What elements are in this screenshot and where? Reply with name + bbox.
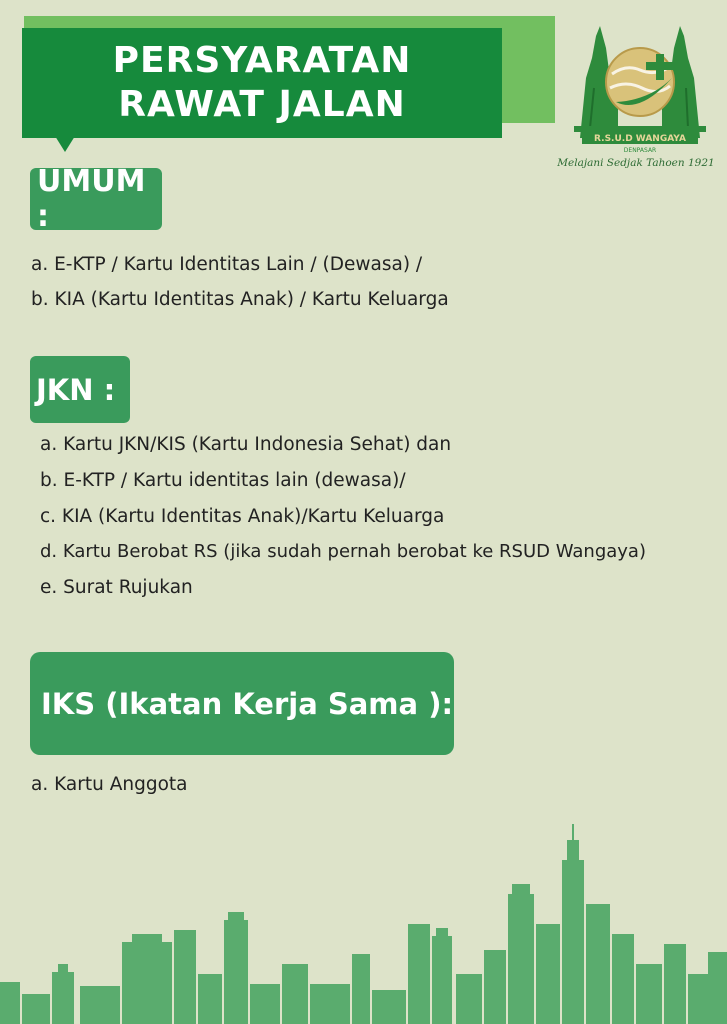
jkn-item-d: d. Kartu Berobat RS (jika sudah pernah berobat ke RSUD Wangaya) (40, 541, 646, 562)
rsud-wangaya-logo (560, 18, 720, 178)
jkn-heading: JKN : (30, 356, 130, 423)
logo-name: R.S.U.D WANGAYA (594, 134, 686, 144)
umum-item-b: b. KIA (Kartu Identitas Anak) / Kartu Keluarga (31, 289, 449, 310)
umum-item-a: a. E-KTP / Kartu Identitas Lain / (Dewasa) / (31, 254, 423, 275)
title-banner (22, 28, 502, 138)
iks-item-a: a. Kartu Anggota (31, 774, 188, 795)
title-banner-tail (55, 136, 75, 152)
title-line-1: PERSYARATAN (112, 40, 412, 81)
logo-city: DENPASAR (623, 147, 657, 154)
jkn-item-e: e. Surat Rujukan (40, 577, 193, 598)
city-skyline (0, 824, 727, 1024)
jkn-item-b: b. E-KTP / Kartu identitas lain (dewasa)/ (40, 470, 406, 491)
jkn-item-a: a. Kartu JKN/KIS (Kartu Indonesia Sehat) dan (40, 434, 452, 455)
logo-tagline: Melajani Sedjak Tahoen 1921 (557, 157, 715, 169)
iks-heading: IKS (Ikatan Kerja Sama ): (30, 652, 454, 755)
umum-heading: UMUM : (30, 168, 162, 230)
jkn-item-c: c. KIA (Kartu Identitas Anak)/Kartu Keluarga (40, 506, 445, 527)
title-line-2: RAWAT JALAN (118, 84, 406, 125)
